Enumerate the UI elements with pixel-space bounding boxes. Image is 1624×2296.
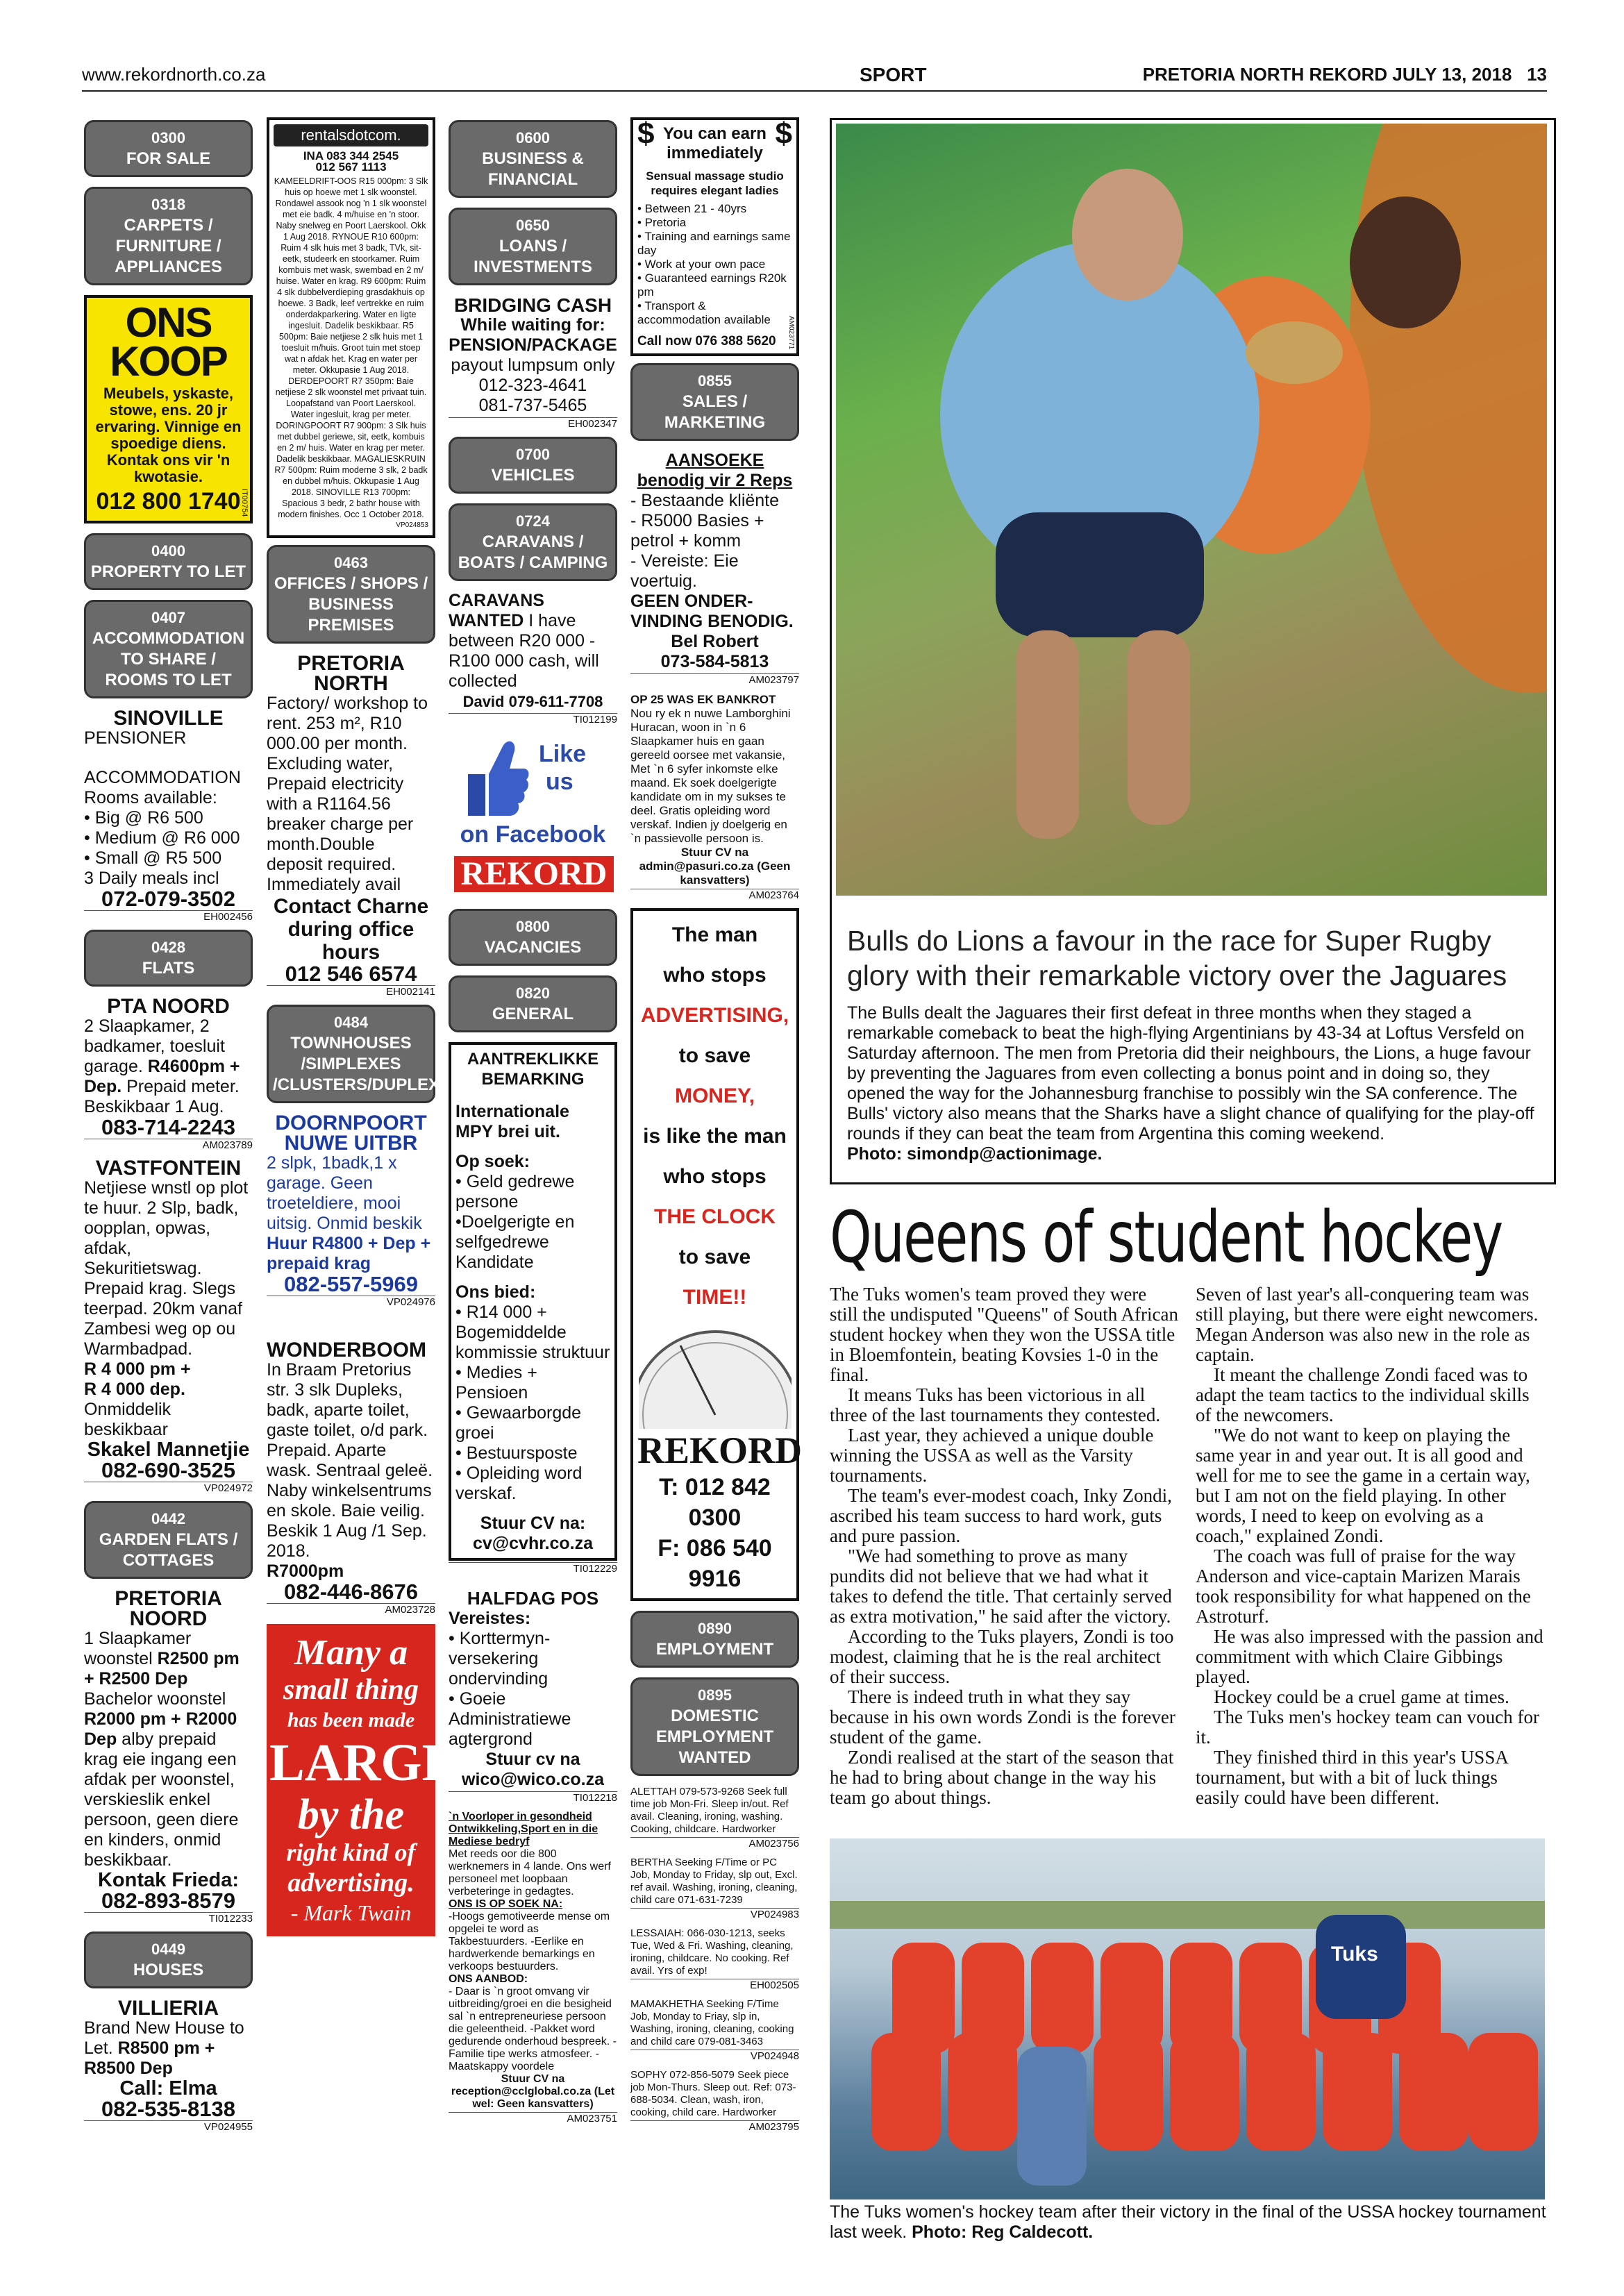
rugby-players-illustration [836, 124, 1547, 896]
ad-item: • Korttermyn-versekering ondervinding [449, 1629, 551, 1689]
publication-date: PRETORIA NORTH REKORD JULY 13, 2018 [1142, 64, 1512, 85]
ad-subtitle: Vereistes: [449, 1609, 531, 1628]
jersey-text: Tuks [1331, 1943, 1378, 1966]
ad-ref: AM023797 [630, 673, 799, 686]
ad-title: OP 25 WAS EK BANKROT [630, 693, 776, 706]
ad-phone[interactable]: 083-714-2243 [101, 1115, 236, 1139]
ad-text: -Hoogs gemotiveerde mense om opgelei te word as Takbestuurders. -Eerlike en hardwerkende bemarkings en verkoops bestuurders. [449, 1911, 610, 1972]
article-paragraph: They finished third in this year's USSA tournament, but with a bit of luck things easily could have been different. [1196, 1747, 1508, 1808]
category-0855 [630, 363, 799, 441]
ons-koop-body: Meubels, yskaste, stowe, ens. 20 jr ervaring. Vinnige en spoedige diens. Kontak ons vir 'n kwotasie. [95, 385, 242, 485]
ad-text-part: Bachelor woonstel [84, 1689, 226, 1709]
category-name: FOR SALE [126, 149, 211, 168]
ad-contact: Skakel Mannetjie [87, 1439, 250, 1461]
rentals-agent-phone[interactable]: INA 083 344 2545 [303, 149, 399, 162]
category-code: 0428 [151, 939, 185, 956]
photo-credit: Photo: Reg Caldecott. [912, 2222, 1094, 2242]
masthead [82, 64, 1547, 87]
ad-ref: AM023789 [84, 1139, 253, 1151]
article-paragraph: "We do not want to keep on playing the same year in and year out. It is all good and well for me to see the game in a certain way, but I am not on the field playing. In other words, I need to keep on evolving as a coach," explained Zondi. [1196, 1425, 1530, 1546]
category-0428 [84, 930, 253, 987]
ad-ref: TI012218 [449, 1791, 617, 1804]
ad-bridging-cash [449, 295, 617, 416]
ad-contact[interactable]: Stuur CV na reception@cclglobal.co.za (Let wel: Geen kansvatters) [451, 2073, 615, 2110]
facebook-like-text: Like [539, 741, 587, 767]
classifieds-column-2 [262, 115, 462, 1936]
ad-heading: Ons bied: [455, 1282, 536, 1302]
ad-ref: VP024948 [630, 2050, 799, 2062]
ad-text: - Daar is `n groot omvang vir uitbreiding/groei en die besigheid sal `n entrepreneuriese persoon die geleentheid. -Pakket word gedurende onderhoud bespreek. -Familie tipe werks atmosfeer. -Maatskappy voordele [449, 1986, 617, 2072]
article-paragraph: The Tuks women's team proved they were still the undisputed "Queens" of South African student hockey when they won the USSA title in Bloemfontein, beating Kovsies 1-0 in the final. [830, 1284, 1178, 1385]
ad-text-part: 1 Slaapkamer woonstel [84, 1629, 192, 1668]
ad-item: • Small @ R5 500 [84, 848, 222, 868]
ad-text-part: Prepaid meter. Beskikbaar 1 Aug. [84, 1077, 240, 1116]
ad-phone[interactable]: 012-323-4641 [478, 376, 587, 395]
ad-title: SINOVILLE [113, 707, 224, 730]
ad-item: • Medies + Pensioen [455, 1363, 537, 1402]
ad-item: • R14 000 + Bogemiddelde kommissie struktuur [455, 1302, 610, 1362]
ad-ref: VP024976 [267, 1296, 435, 1308]
domestic-list [626, 1786, 803, 2133]
category-code: 0724 [516, 512, 550, 530]
category-0463 [267, 545, 435, 644]
category-0300 [84, 120, 253, 177]
category-name: DOMESTIC EMPLOYMENT WANTED [655, 1707, 774, 1767]
ad-subtitle: Internationale MPY brei uit. [455, 1102, 569, 1141]
ad-text: Onmiddelik beskikbaar [84, 1400, 171, 1439]
ad-phone[interactable]: 082-446-8676 [283, 1579, 419, 1604]
thumbs-up-icon [454, 732, 530, 823]
caption-text: The Tuks women's hockey team after their victory in the final of the USSA hockey tournament last week. [830, 2202, 1546, 2242]
ad-item: • Work at your own pace [637, 258, 766, 271]
ad-item: • Bestuursposte [455, 1443, 578, 1463]
article-paragraph: Zondi realised at the start of the season that he had to bring about change in the way his team go about things. [830, 1747, 1174, 1808]
category-code: 0800 [516, 918, 550, 935]
article-paragraph: Seven of last year's all-conquering team was still playing, but there were eight newcomers. Megan Anderson was also new in the role as captain. [1196, 1284, 1539, 1365]
ad-item: • Gewaarborgde groei [455, 1403, 582, 1443]
ad-ref: AM023764 [630, 889, 799, 901]
category-0800 [449, 909, 617, 966]
category-code: 0300 [151, 129, 185, 146]
category-code: 0820 [516, 984, 550, 1002]
ad-subtitle: Sensual massage studio requires elegant ladies [646, 169, 784, 197]
ad-phone[interactable]: 082-690-3525 [101, 1458, 236, 1482]
ad-ref: AM023771 [787, 315, 795, 349]
hockey-team-illustration [830, 1838, 1545, 2199]
ons-koop-ad [84, 295, 253, 523]
spacer [84, 748, 253, 768]
ad-pretoria-north [267, 653, 435, 984]
clock-icon [639, 1318, 792, 1429]
ad-line: LARGE [269, 1734, 458, 1792]
ad-text: GEEN ONDER-VINDING BENODIG. [630, 592, 794, 631]
ad-price: R8500 pm + R8500 Dep [84, 2038, 215, 2078]
ad-subtitle: PENSIONER [84, 728, 187, 748]
ad-title: PRETORIA NORTH [297, 652, 405, 695]
ad-price: R 4 000 dep. [84, 1380, 185, 1399]
mark-twain-ad [267, 1624, 458, 1936]
category-name: OFFICES / SHOPS / BUSINESS PREMISES [274, 574, 428, 635]
ad-text-part: 2 Slaapkamer, 2 badkamer, toesluit garage. [84, 1016, 225, 1076]
page-number: 13 [1527, 64, 1547, 85]
ad-text: 2 slpk, 1badk,1 x garage. Geen troeteldiere, mooi uitsig. Onmid beskik [267, 1153, 422, 1233]
ad-text: While waiting for: PENSION/PACKAGE [449, 315, 617, 355]
ad-phone[interactable]: 012 546 6574 [285, 962, 417, 986]
ad-heading: ONS IS OP SOEK NA: [449, 1898, 563, 1910]
ad-phone[interactable]: 081-737-5465 [478, 396, 587, 415]
ad-item: • Big @ R6 500 [84, 808, 203, 828]
ad-item: • Transport & accommodation available [637, 299, 771, 326]
ad-text [84, 2018, 253, 2079]
article-paragraph: He was also impressed with the passion and commitment with which Claire Gibbings played. [1196, 1626, 1543, 1687]
article-paragraph: There is indeed truth in what they say because in his own words Zondi is the forever student of the game. [830, 1686, 1175, 1748]
ad-price: R 4 000 pm + [84, 1359, 191, 1379]
facebook-on-text: on Facebook [460, 821, 606, 848]
category-name: PROPERTY TO LET [90, 562, 246, 581]
ad-title: DOORNPOORT NUWE UITBR [275, 1112, 427, 1155]
ad-line: Many a [294, 1633, 408, 1673]
rugby-body-text: The Bulls dealt the Jaguares their first defeat in three months when they staged a remarkable comeback to beat the high-flying Argentinians by 43-34 at Loftus Versfeld on Saturday afternoon. The men from Pretoria did their neighbours, the Lions, a huge favour by preventing the Jaguares from even collecting a bonus point and in doing so, they opened the way for the Johannesburg franchise to possibly win the SA conference. The Bulls' victory also means that the Sharks have a slight chance of qualifying for the play-off rounds if they can beat the team from Argentina this coming weekend. [847, 1003, 1534, 1143]
ad-ref: AM023795 [630, 2120, 799, 2133]
category-code: 0400 [151, 542, 185, 560]
category-name: FLATS [142, 959, 195, 978]
rentals-listings: KAMEELDRIFT-OOS R15 000pm: 3 Slk huis op hoewe met 1 slk woonstel. Rondawel assook nog 'n 1 slk woonstel met eie badk. 4 m/huise en 'n stoor. Naby snelweg en Poort Laerskool. Okk 1 Aug 2018. RYNOUE R10 600pm: Ruim 4 slk huis met 3 badk, TVk, sit-eetk, studeerk en stoorkamer. Ruim kombuis met wask, swembad en 2 m/ huise. Water en krag. R9 600pm: Ruim 4 slk dubbelverdieping grasdakhuis op hoewe. 3 Badk, leef vertrekke en ruim onderdakparkering. Water en ligte ingesluit. Dadelik beskikbaar. R5 500pm: Baie netjiese 2 slk huis met 1 toesluit m/huis. Groot tuin met stoep wat n afdak het. Krag en water per meter. Okkupasie 1 Aug 2018. DERDEPOORT R7 350pm: Baie netjiese 2 slk woonstel met privaat tuin. Loopafstand van Poort Laerskool. Water ingesluit, krag per meter. DORINGPOORT R7 900pm: 3 Slk huis met dubbel geriewe, sit, eetk, kombuis en 2 m/ huis. Water en krag per meter. Dadelik beskikbaar. MAGALIESKRUIN R7 500pm: Ruim moderne 3 slk, 2 badk en dubbel m/huis. Okkupasie 1 Aug 2018. SINOVILLE R13 700pm: Spacious 3 bedr, 2 bathr house with modern finishes. Occ 1 October 2018. [274, 176, 428, 519]
masthead-rule [82, 90, 1547, 92]
article-paragraph: Hockey could be a cruel game at times. [1214, 1686, 1509, 1707]
ad-text-part: I have between R20 000 - R100 000 cash, will collected [449, 611, 599, 691]
category-0890 [630, 1611, 799, 1668]
category-0449 [84, 1932, 253, 1988]
ad-pretoria-noord [84, 1589, 253, 1911]
ons-koop-phone: 012 800 1740 [96, 488, 241, 514]
ons-koop-title: ONS KOOP [110, 299, 227, 385]
ad-title: `n Voorloper in gesondheid Ontwikkeling,Sport en in die Mediese bedryf [449, 1811, 598, 1847]
ad-line: to save [678, 1246, 751, 1268]
section-label: SPORT [860, 64, 927, 85]
ad-title: VASTFONTEIN [95, 1157, 242, 1180]
ad-contact: Kontak Frieda: [97, 1869, 240, 1891]
ad-price: R2500 pm + R2500 Dep [84, 1649, 240, 1689]
rekord-logo: REKORD [637, 1430, 803, 1471]
category-0484 [267, 1005, 462, 1103]
ad-villieria [84, 1998, 253, 2119]
ad-ref: EH002456 [84, 910, 253, 923]
category-code: 0484 [334, 1014, 368, 1031]
ad-phone[interactable]: 072-079-3502 [101, 887, 236, 911]
category-name: GENERAL [492, 1005, 574, 1023]
ad-phone[interactable]: 082-893-8579 [101, 1888, 236, 1913]
ad-ref: EH002347 [449, 417, 617, 430]
hockey-headline: Queens of student hockey [830, 1196, 1502, 1279]
ad-line: who stops [663, 964, 767, 987]
hockey-photo-caption [830, 2202, 1552, 2243]
rentals-ad [267, 117, 435, 538]
ad-halfdag [449, 1589, 617, 1790]
ad-line: by the [297, 1791, 405, 1838]
category-0400 [84, 533, 253, 590]
category-code: 0890 [698, 1620, 732, 1637]
ad-item: • Geld gedrewe persone [455, 1172, 575, 1212]
ad-text [84, 1629, 253, 1870]
hockey-article-column-1 [830, 1284, 1178, 1808]
ad-aansoeke [630, 451, 799, 672]
rekord-logo: REKORD [454, 856, 614, 892]
ad-title: HALFDAG POS [467, 1588, 599, 1609]
article-paragraph: According to the Tuks players, Zondi is too modest, claiming that he is the real architect of their success. [830, 1626, 1174, 1687]
category-code: 0318 [151, 196, 185, 213]
ad-item: - Bestaande kliënte [630, 491, 780, 510]
ad-ref: VP024972 [84, 1482, 253, 1494]
article-paragraph: The coach was full of praise for the way Anderson and vice-captain Marizen Marais took responsibility for what happened on the Astroturf. [1196, 1545, 1531, 1627]
ad-earn-immediately [630, 117, 799, 356]
category-0820 [449, 975, 617, 1032]
ad-price: R7000pm [267, 1561, 344, 1581]
ad-price: R4600pm + Dep. [84, 1057, 240, 1096]
rekord-phone[interactable]: T: 012 842 0300 [659, 1474, 771, 1531]
category-0700 [449, 437, 617, 494]
rugby-photo-credit: Photo: simondp@actionimage. [847, 1144, 1103, 1164]
category-name: HOUSES [133, 1961, 204, 1979]
ad-phone[interactable]: 082-535-8138 [101, 2097, 236, 2121]
category-0895 [630, 1677, 799, 1776]
ad-contact: Bel Robert [671, 632, 759, 651]
ad-line: TIME!! [683, 1286, 747, 1309]
hockey-team-photo[interactable] [830, 1838, 1545, 2199]
ad-item: • Medium @ R6 000 [84, 828, 240, 848]
ad-phone[interactable]: 082-557-5969 [283, 1272, 419, 1296]
list-item: MAMAKHETHA Seeking F/Time Job, Monday to Friay, slp in, Washing, ironing, cleaning, cooking and child care 079-081-3463 [630, 1998, 794, 2047]
category-name: CARAVANS / BOATS / CAMPING [458, 533, 608, 572]
article-paragraph: "We had something to prove as many pundits did not believe that we had what it takes to defend the title. That certainly served as extra motivation," he said after the victory. [830, 1545, 1172, 1627]
facebook-ad[interactable] [449, 732, 617, 899]
ad-ref: EH002141 [267, 985, 435, 998]
category-0650 [449, 208, 617, 285]
category-code: 0442 [151, 1510, 185, 1527]
ad-text-part: Brand New House to Let. [84, 2018, 244, 2058]
ad-item: • Training and earnings same day [637, 230, 791, 257]
ad-line: has been made [287, 1709, 415, 1732]
ad-text: Factory/ workshop to rent. 253 m², R10 000.00 per month. Excluding water, Prepaid electricity with a R1164.56 breaker charge per month.Double deposit required. Immediately avail [267, 694, 428, 894]
article-paragraph: Last year, they achieved a unique double winning the USSA as well as the Varsity tournaments. [830, 1425, 1154, 1486]
list-item: ALETTAH 079-573-9268 Seek full time job Mon-Fri. Sleep in/out. Ref avail. Cleaning, ironing, washing. Cooking, childcare. Hardworker [630, 1786, 789, 1835]
ad-vastfontein [84, 1158, 253, 1480]
category-name: EMPLOYMENT [655, 1640, 774, 1659]
ad-item: • Between 21 - 40yrs [637, 202, 747, 215]
ad-title: VILLIERIA [117, 1997, 219, 2020]
ad-item: • Guaranteed earnings R20k pm [637, 271, 787, 299]
ad-ref: AM023751 [449, 2112, 617, 2125]
ad-the-man-who-stops [630, 908, 803, 1601]
ad-item: • Pretoria [637, 216, 687, 229]
ad-contact[interactable]: Call now 076 388 5620 [637, 334, 776, 349]
facebook-us-text: us [546, 769, 574, 795]
ad-item: - R5000 Basies + petrol + komm [630, 511, 764, 551]
category-name: BUSINESS & FINANCIAL [482, 149, 584, 189]
ad-price: Huur R4800 + Dep + prepaid krag [267, 1234, 431, 1273]
ad-contact[interactable]: David 079-611-7708 [462, 693, 603, 710]
category-name: VACANCIES [484, 938, 582, 957]
ad-caravans [449, 591, 617, 712]
publication-info [1143, 64, 1547, 85]
category-code: 0600 [516, 129, 550, 146]
rentals-office-phone[interactable]: 012 567 1113 [315, 160, 387, 174]
category-0600 [449, 120, 617, 198]
ad-ref: TI012229 [449, 1562, 617, 1575]
rekord-fax: F: 086 540 9916 [658, 1535, 772, 1592]
ad-phone[interactable]: 073-584-5813 [660, 652, 769, 671]
ad-text: In Braam Pretorius str. 3 slk Dupleks, badk, aparte toilet, gaste toilet, o/d park. Prepaid. Aparte wask. Sentraal geleë. Naby winkelsentrums en skole. Baie veilig. Beskik 1 Aug /1 Sep. 2018. [267, 1360, 433, 1561]
ad-text: Netjiese wnstl op plot te huur. 2 Slp, badk, oopplan, opwas, afdak, Sekuritietswag. Prepaid krag. Slegs teerpad. 20km vanaf Zambesi weg op ou Warmbadpad. [84, 1178, 249, 1359]
ad-contact[interactable]: Stuur CV na: cv@cvhr.co.za [472, 1514, 594, 1553]
ad-line: small thing [283, 1674, 419, 1706]
category-name: VEHICLES [491, 466, 575, 485]
ad-line: - Mark Twain [290, 1900, 412, 1925]
ad-title: AANTREKLIKKE BEMARKING [467, 1050, 599, 1089]
ad-title: CARAVANS WANTED [449, 591, 544, 630]
ad-heading: ONS AANBOD: [449, 1973, 528, 1985]
ad-title: PTA NOORD [107, 995, 230, 1018]
ad-ref: TI012233 [84, 1912, 253, 1925]
classifieds-column-3 [444, 115, 621, 2131]
ad-sinoville [84, 708, 253, 909]
ad-item: • Opleiding word verskaf. [455, 1464, 583, 1503]
category-code: 0895 [698, 1686, 732, 1704]
article-paragraph: It means Tuks has been victorious in all three of the last tournaments they contested. [830, 1384, 1161, 1425]
ad-text: payout lumpsum only [451, 355, 615, 375]
ad-ref: EH002505 [630, 1979, 799, 1991]
ad-text-part: alby prepaid krag eie ingang een afdak per woonstel, verskieslik enkel persoon, geen diere en kinders, onmid beskikbaar. [84, 1729, 239, 1870]
ad-title: WONDERBOOM [267, 1339, 426, 1361]
category-0407 [84, 600, 253, 698]
category-code: 0855 [698, 372, 732, 389]
ad-title-row [637, 117, 792, 163]
rugby-body [847, 1003, 1548, 1164]
dollar-icon: $ [775, 117, 792, 151]
ad-line: THE CLOCK [654, 1205, 776, 1228]
classifieds-column-4 [626, 115, 803, 2140]
list-item: BERTHA Seeking F/Time or PC Job, Monday to Friday, slp out, Excl. ref avail. Washing, ironing, cleaning, child care 071-631-7239 [630, 1857, 798, 1906]
ad-text: 3 Daily meals incl [84, 869, 219, 888]
category-name: GARDEN FLATS / COTTAGES [99, 1530, 238, 1570]
list-item: SOPHY 072-856-5079 Seek piece job Mon-Thurs. Sleep out. Ref: 073-688-5034. Clean, wash, iron, cooking, child care. Hardworker [630, 2069, 796, 2118]
article-paragraph: The team's ever-modest coach, Inky Zondi, ascribed his team success to hard work, guts and pure passion. [830, 1485, 1172, 1546]
ad-line: The man [671, 923, 758, 946]
category-code: 0407 [151, 609, 185, 626]
ad-contact: Contact Charne during office hours [273, 895, 429, 964]
ad-title: BRIDGING CASH [453, 294, 612, 316]
ad-ref: VP024983 [630, 1908, 799, 1920]
ad-contact[interactable]: Stuur cv na wico@wico.co.za [462, 1750, 604, 1789]
ad-line: is like the man [643, 1125, 787, 1148]
ad-ref: AM023756 [630, 1837, 799, 1850]
ad-contact: Call: Elma [119, 2077, 217, 2100]
ad-voorloper [449, 1811, 617, 2111]
ad-wonderboom [267, 1340, 435, 1602]
ad-bankrot [630, 693, 799, 887]
category-name: TOWNHOUSES /SIMPLEXES /CLUSTERS/DUPLEXES [273, 1034, 462, 1094]
ad-ref: AM023728 [267, 1603, 435, 1616]
article-paragraph: The Tuks men's hockey team can vouch for it. [1196, 1707, 1540, 1748]
category-code: 0650 [516, 217, 550, 234]
ad-line-part: MONEY, [674, 1084, 755, 1107]
ad-price: R2000 pm + R2000 Dep [84, 1709, 237, 1749]
category-code: 0449 [151, 1941, 185, 1958]
ad-doornpoort [267, 1113, 435, 1294]
ad-line: ADVERTISING, [640, 1004, 789, 1027]
rugby-headline: Bulls do Lions a favour in the race for Super Rugby glory with their remarkable victory over the Jaguares [847, 925, 1507, 991]
category-0318 [84, 187, 253, 285]
ad-text: Nou ry ek n nuwe Lamborghini Huracan, woon in `n 6 Slaapkamer huis en gaan gereeld oorsee met vakansie, Met `n 6 syfer inkomste elke maand. Ek soek doelgerigte kandidate om in my sukses te deel. Gratis opleiding word verskaf. Indien jy doelgerig en `n passievolle persoon is. [630, 707, 791, 845]
ad-title: You can earn immediately [663, 124, 767, 162]
ad-item: - Vereiste: Eie voertuig. [630, 551, 739, 591]
classifieds-column-1 [80, 115, 257, 2140]
ad-contact[interactable]: Stuur CV na admin@pasuri.co.za (Geen kansvatters) [639, 846, 791, 887]
ad-title: AANSOEKE benodig vir 2 Reps [637, 451, 793, 490]
rugby-photo[interactable] [836, 124, 1547, 896]
category-0442 [84, 1501, 253, 1579]
ad-line: right kind of [286, 1838, 416, 1866]
category-code: 0463 [334, 554, 368, 571]
ad-text: ACCOMMODATION Rooms available: [84, 768, 241, 807]
ad-line: who stops [663, 1165, 767, 1188]
category-code: 0700 [516, 446, 550, 463]
rentals-logo: rentalsdotcom. [274, 124, 428, 146]
category-0724 [449, 503, 617, 581]
ad-line-part: to save [678, 1044, 751, 1067]
ad-line: advertising. [287, 1868, 415, 1897]
ad-ref: VP024853 [396, 521, 428, 529]
spacer [262, 1315, 440, 1340]
category-name: CARPETS / FURNITURE / APPLIANCES [115, 216, 222, 276]
category-name: SALES / MARKETING [664, 392, 766, 432]
ad-text: Met reeds oor die 800 werknemers in 4 lande. Ons werf personeel met loopbaan verbeteringe in gedagtes. [449, 1848, 611, 1897]
ons-koop-ref: IT00754 [240, 488, 249, 517]
ad-item: • Goeie Administratiewe agtergrond [449, 1689, 571, 1749]
ad-line [637, 1036, 792, 1116]
ad-text [84, 1016, 253, 1117]
site-url[interactable]: www.rekordnorth.co.za [82, 64, 266, 85]
category-name: ACCOMMODATION TO SHARE / ROOMS TO LET [92, 629, 245, 689]
article-paragraph: It meant the challenge Zondi faced was to adapt the team tactics to the individual skills of the newcomers. [1196, 1364, 1530, 1425]
ad-ref: VP024955 [84, 2120, 253, 2133]
ad-ref: TI012199 [449, 713, 617, 726]
ad-aantreklikke [449, 1042, 617, 1561]
ad-text [449, 591, 617, 692]
category-name: LOANS / INVESTMENTS [474, 237, 592, 276]
list-item: LESSAIAH: 066-030-1213, seeks Tue, Wed & Fri. Washing, cleaning, ironing, childcare. No cooking. Ref avail. Yrs of exp! [630, 1927, 794, 1977]
ad-heading: Op soek: [455, 1152, 530, 1171]
ad-pta-noord [84, 996, 253, 1137]
hockey-article-column-2 [1196, 1284, 1544, 1808]
ad-title: PRETORIA NOORD [115, 1587, 222, 1630]
ad-item: •Doelgerigte en selfgedrewe Kandidate [455, 1212, 575, 1272]
dollar-icon: $ [637, 117, 655, 151]
